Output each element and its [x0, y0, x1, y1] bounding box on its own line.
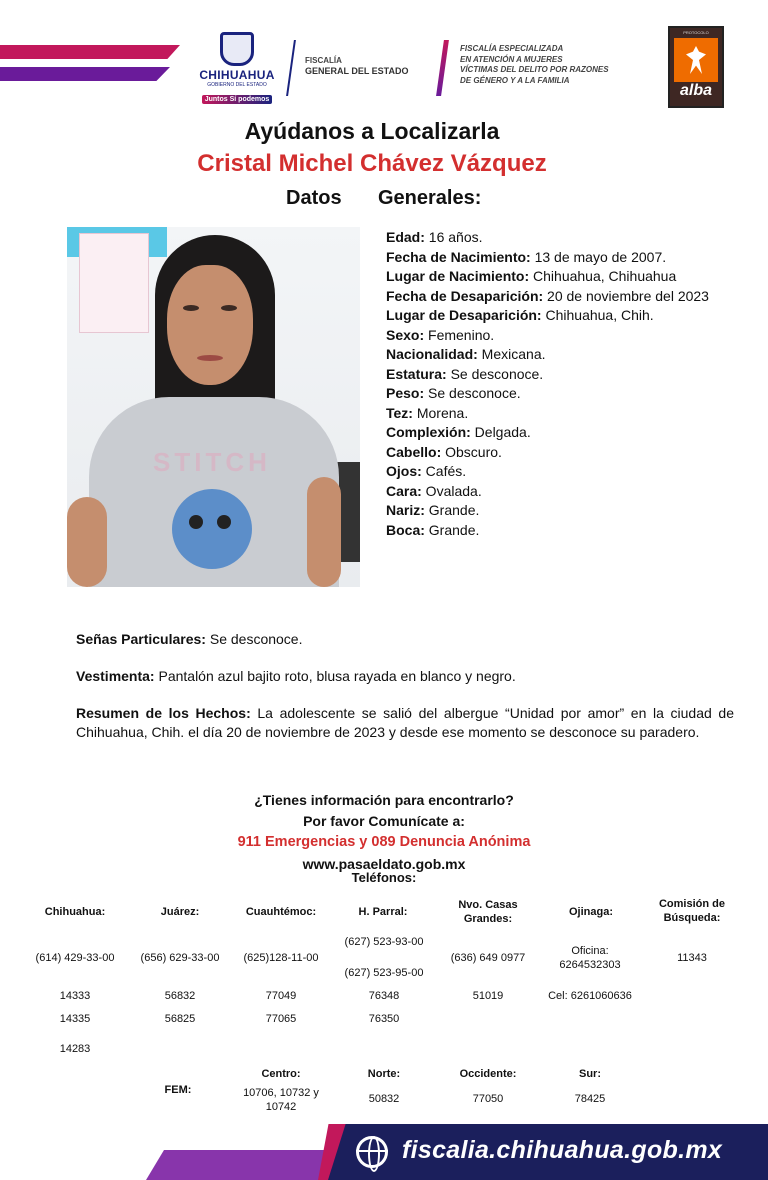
pink-stripe [0, 45, 180, 59]
detail-eyes [386, 462, 716, 482]
clothing-value: Pantalón azul bajito roto, blusa rayada en blanco y negro. [154, 668, 516, 684]
phone-cell: 76348 [368, 990, 400, 1002]
fem-label: FEM: [164, 1084, 192, 1096]
footer-url[interactable]: fiscalia.chihuahua.gob.mx [402, 1136, 723, 1164]
detail-disappearance-place [386, 306, 716, 326]
phone-cell: (614) 429-33-00 [35, 952, 115, 964]
photo-arm [67, 497, 107, 587]
state-slogan: Juntos Sí podemos [202, 95, 273, 104]
phone-cell: 51019 [472, 990, 504, 1002]
fem-line1: FISCALÍA ESPECIALIZADA [460, 44, 564, 53]
phone-cell: 14283 [59, 1043, 91, 1055]
page-title [0, 118, 768, 145]
section-heading-a: Datos [286, 187, 342, 209]
detail-value: 13 de mayo de 2007. [530, 248, 667, 265]
missing-person-name [0, 150, 768, 178]
detail-label: Cabello: [386, 443, 442, 460]
fem-phone: 50832 [368, 1093, 400, 1105]
phone-cell: 77049 [265, 990, 297, 1002]
fem-logo-text [460, 44, 609, 86]
phone-cell: 56825 [164, 1013, 196, 1025]
phone-cell: (627) 523-95-00 [344, 967, 424, 979]
col-header-juarez: Juárez: [160, 906, 200, 918]
phone-cell: (627) 523-93-00 [344, 936, 424, 948]
phone-cell: 56832 [164, 990, 196, 1002]
fge-line2: GENERAL DEL ESTADO [305, 66, 409, 76]
detail-value: Morena. [412, 404, 469, 421]
detail-value: Se desconoce. [424, 385, 521, 401]
detail-hair [386, 443, 716, 463]
facts-summary [76, 704, 734, 742]
alba-small-text: PROTOCOLO [683, 30, 709, 35]
general-data-list [386, 228, 716, 540]
fem-header-norte: Norte: [367, 1068, 401, 1080]
col-header-nvo-casas-grandes: Nvo. Casas Grandes: [458, 899, 518, 925]
detail-value: Ovalada. [421, 482, 482, 499]
detail-label: Lugar de Desaparición: [386, 307, 542, 323]
fem-line4: DE GÉNERO Y A LA FAMILIA [460, 75, 570, 85]
detail-value: Chihuahua, Chih. [541, 307, 654, 323]
photo-arm [307, 477, 341, 587]
detail-label: Complexión: [386, 424, 471, 440]
detail-value: Femenino. [424, 326, 495, 343]
col-header-comision: Comisión de Búsqueda: [658, 898, 725, 924]
detail-skin [386, 404, 716, 424]
state-name: CHIHUAHUA [199, 68, 275, 82]
phone-cell: (636) 649 0977 [450, 952, 526, 964]
page-title-text: Ayúdanos a Localizarla [244, 118, 500, 144]
phone-cell: (625)128-11-00 [243, 952, 319, 964]
section-heading-b: Generales: [378, 187, 482, 209]
detail-face [386, 482, 716, 502]
detail-value: Se desconoce. [446, 365, 544, 382]
character-eye [189, 515, 203, 529]
phone-cell: Cel: 6261060636 [548, 990, 632, 1002]
clothing-label: Vestimenta: [76, 668, 155, 684]
divider [436, 40, 449, 96]
shirt-print-text: STITCH [153, 447, 271, 477]
detail-sex [386, 326, 716, 346]
detail-label: Boca: [386, 521, 425, 538]
fem-header-sur: Sur: [579, 1068, 601, 1080]
website-link[interactable]: www.pasaeldato.gob.mx [302, 856, 466, 872]
contact-prompt: Por favor Comunícate a: [303, 813, 465, 829]
fge-line1: FISCALÍA [305, 56, 342, 65]
header-stripes [0, 45, 180, 97]
detail-age [386, 228, 716, 248]
divider [286, 40, 296, 96]
shirt-character [172, 489, 252, 569]
globe-icon [356, 1136, 388, 1168]
detail-birth-date [386, 248, 716, 268]
detail-value: Cafés. [421, 463, 467, 479]
fem-line2: EN ATENCIÓN A MUJERES [460, 54, 563, 64]
phone-cell: 14333 [59, 990, 91, 1002]
phone-cell: 76350 [368, 1013, 400, 1025]
detail-label: Sexo: [386, 326, 425, 343]
detail-label: Tez: [386, 404, 413, 421]
distinguishing-marks [76, 630, 734, 649]
emergency-numbers: 911 Emergencias y 089 Denuncia Anónima [237, 834, 531, 850]
fem-phone: 10706, 10732 y 10742 [243, 1087, 319, 1113]
detail-birth-place [386, 267, 716, 287]
detail-label: Lugar de Nacimiento: [386, 268, 530, 284]
person-photo [67, 227, 360, 587]
photo-eye [183, 305, 199, 311]
detail-value: 20 de noviembre del 2023 [543, 287, 709, 304]
detail-label: Edad: [386, 229, 425, 245]
phone-cell: (656) 629-33-00 [140, 952, 220, 964]
fge-logo-text [305, 55, 409, 77]
photo-eye [221, 305, 237, 311]
detail-build [386, 423, 716, 443]
fem-phone: 77050 [472, 1093, 504, 1105]
alba-word: alba [679, 82, 712, 99]
photo-mouth [197, 355, 223, 361]
detail-value: 16 años. [424, 229, 483, 245]
detail-value: Mexicana. [477, 346, 546, 362]
fem-header-occidente: Occidente: [459, 1068, 517, 1080]
detail-label: Fecha de Desaparición: [386, 287, 544, 304]
detail-value: Chihuahua, Chihuahua [529, 268, 677, 284]
detail-label: Cara: [386, 482, 422, 499]
state-subtitle: GOBIERNO DEL ESTADO [207, 82, 267, 88]
protocolo-alba-logo [668, 26, 724, 108]
col-header-chihuahua: Chihuahua: [44, 906, 106, 918]
detail-value: Delgada. [470, 424, 531, 440]
detail-nose [386, 501, 716, 521]
col-header-cuauhtemoc: Cuauhtémoc: [245, 906, 317, 918]
detail-nationality [386, 345, 716, 365]
purple-stripe [0, 67, 170, 81]
marks-label: Señas Particulares: [76, 631, 206, 647]
phones-heading: Teléfonos: [351, 870, 417, 885]
detail-mouth [386, 521, 716, 541]
phone-cell: Oficina: 6264532303 [559, 945, 621, 971]
summary-value: La adolescente se salió del albergue “Unidad por amor” en la ciudad de Chihuahua, Chih. el día 20 de noviembre de 2023 y desde ese momento se desconoce su paradero. [76, 705, 734, 740]
marks-value: Se desconoce. [205, 631, 303, 647]
contact-question: ¿Tienes información para encontrarlo? [254, 792, 514, 808]
detail-value: Grande. [424, 502, 480, 518]
col-header-ojinaga: Ojinaga: [568, 906, 613, 918]
chihuahua-logo [198, 32, 276, 103]
clothing [76, 667, 734, 686]
missing-person-name-text: Cristal Michel Chávez Vázquez [197, 150, 547, 177]
summary-label: Resumen de los Hechos: [76, 705, 251, 721]
phone-cell: 77065 [265, 1013, 297, 1025]
detail-value: Grande. [424, 521, 480, 538]
fem-line3: VÍCTIMAS DEL DELITO POR RAZONES [460, 65, 609, 74]
phone-cell: 11343 [677, 952, 707, 964]
photo-face [167, 265, 253, 385]
detail-label: Peso: [386, 385, 425, 401]
fem-header-centro: Centro: [261, 1068, 301, 1080]
detail-label: Nariz: [386, 502, 425, 518]
character-eye [217, 515, 231, 529]
detail-weight [386, 384, 716, 404]
state-shield-icon [220, 32, 254, 66]
detail-label: Ojos: [386, 463, 422, 479]
detail-label: Nacionalidad: [386, 346, 478, 362]
photo-poster [79, 233, 149, 333]
detail-disappearance-date [386, 287, 716, 307]
detail-label: Estatura: [386, 365, 447, 382]
phone-cell: 14335 [59, 1013, 91, 1025]
detail-height [386, 365, 716, 385]
detail-value: Obscuro. [441, 443, 502, 460]
detail-label: Fecha de Nacimiento: [386, 248, 531, 265]
footer-accent-purple [146, 1150, 326, 1180]
col-header-parral: H. Parral: [358, 906, 408, 918]
fem-phone: 78425 [574, 1093, 606, 1105]
